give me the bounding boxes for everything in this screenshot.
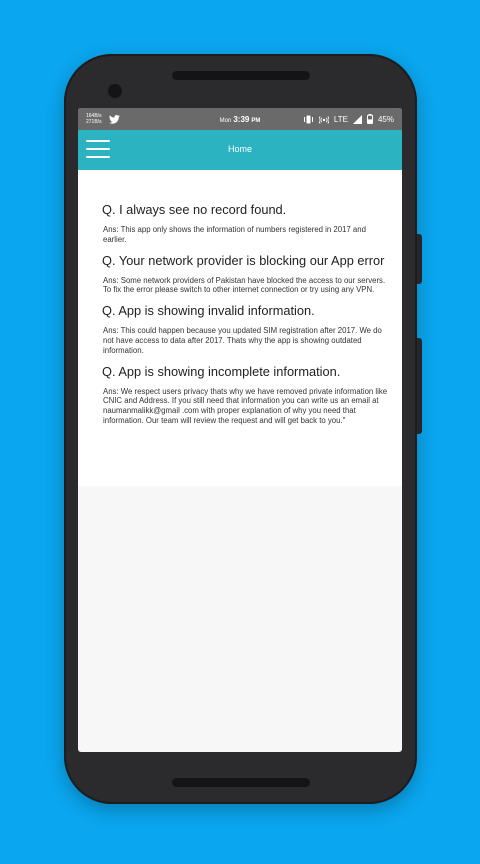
status-bar [78, 108, 402, 130]
front-camera [108, 84, 122, 98]
faq-answer: Ans: Some network providers of Pakistan have blocked the access to our servers. To fix the error please switch to other internet connection or try using any VPN. [103, 275, 386, 295]
signal-icon [353, 115, 362, 124]
faq-content [78, 170, 402, 486]
faq-item [102, 253, 388, 296]
faq-question: Q. Your network provider is blocking our App error [102, 252, 385, 268]
clock-ampm: PM [251, 117, 261, 124]
faq-answer: Ans: This app only shows the information of numbers registered in 2017 and earlier. [103, 225, 366, 244]
app-title: Home [227, 144, 252, 154]
app-bar [78, 130, 402, 170]
faq-question: Q. App is showing incomplete information. [102, 363, 341, 379]
battery-level: 45% [377, 114, 394, 124]
hotspot-icon [319, 115, 329, 124]
vibrate-icon [303, 115, 314, 124]
faq-item [102, 303, 388, 355]
clock-time: 3:39 [233, 114, 250, 124]
phone-screen [78, 108, 402, 752]
bottom-speaker [172, 778, 310, 787]
power-button [417, 234, 422, 284]
faq-answer: Ans: We respect users privacy thats why we have removed private information like CNIC and Address. If you still need that information you can write us an email at naumanmalikk@gmail .com with proper explanation of why you need that information. Our team will review the request and will get back to you." [103, 386, 388, 425]
faq-answer: Ans: This could happen because you updated SIM registration after 2017. We do not have access to data after 2017. Thats why the app is showing outdated information. [103, 326, 382, 355]
net-up: 271B/s [86, 119, 102, 125]
clock-day: Mon [219, 117, 232, 124]
faq-item [102, 364, 388, 426]
net-down: 164B/s [86, 113, 102, 119]
faq-question: Q. App is showing invalid information. [102, 303, 315, 319]
battery-icon [367, 114, 373, 124]
status-clock [220, 115, 261, 124]
top-speaker [172, 71, 310, 80]
twitter-icon [109, 115, 120, 124]
faq-question: Q. I always see no record found. [102, 202, 287, 217]
network-speed [86, 113, 108, 125]
status-icons [303, 114, 394, 124]
faq-item [102, 202, 388, 245]
network-type: LTE [333, 114, 348, 124]
volume-button [417, 338, 422, 434]
